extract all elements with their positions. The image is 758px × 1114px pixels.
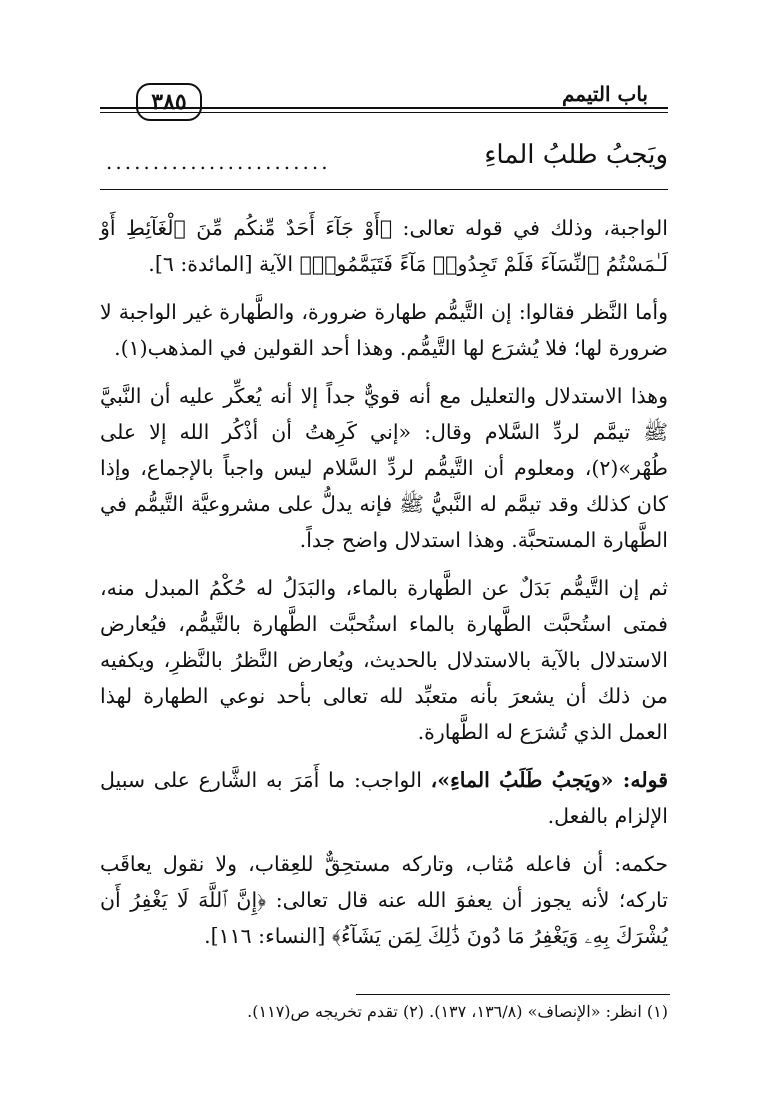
chapter-title: باب التيمم <box>561 82 648 106</box>
header-rule-thin <box>100 112 668 113</box>
quote-lead: قوله: «ويَجبُ طَلَبُ الماءِ»، <box>430 768 669 792</box>
paragraph-4: ثم إن التَّيمُّم بَدَلٌ عن الطَّهارة بالماء، والبَدَلُ له حُكْمُ المبدل منه، فمتى استُحبَّت الطَّهارة بالماء استُحبَّت الطَّهارة بالتَّيمُّم، فيُعارض الاستدلال بالآية بالاستدلال بالحديث، ويُعارض النَّظرُ بالنَّظرِ، ويكفيه من ذلك أن يشعرَ بأنه متعبِّد لله تعالى بأحد نوعي الطهارة لهذا العمل الذي تُشرَع له الطَّهارة. <box>100 576 668 744</box>
paragraph-3: وهذا الاستدلال والتعليل مع أنه قويٌّ جداً إلا أنه يُعكِّر عليه أن النَّبيَّ ﷺ تيمَّم لردِّ السَّلام وقال: «إني كَرِهتُ أن أذْكُر الله إلا على طُهْر»(٢)، ومعلوم أن التَّيمُّم لردِّ السَّلام ليس واجباً بالإجماع، وإذا كان كذلك وقد تيمَّم له النَّبيُّ ﷺ فإنه يدلُّ على مشروعيَّة التَّيمُّم في الطَّهارة المستحبَّة. وهذا استدلال واضح جداً. <box>100 384 668 552</box>
quote-rest: الواجب: ما أَمَرَ به الشَّارع على سبيل الإلزام بالفعل. <box>100 768 668 828</box>
paragraph-5: حكمه: أن فاعله مُثاب، وتاركه مستحِقٌّ للعِقاب، ولا نقول يعاقَب تاركه؛ لأنه يجوز أن يعفوَ الله عنه قال تعالى: ﴿إِنَّ ٱللَّهَ لَا يَغْفِرُ أَن يُشْرَكَ بِهِۦ وَيَغْفِرُ مَا دُونَ ذَٰلِكَ لِمَن يَشَآءُ﴾ [النساء: ١١٦]. <box>100 852 668 948</box>
heading-rule <box>100 189 668 190</box>
paragraph-1: الواجبة، وذلك في قوله تعالى: ﴿أَوْ جَآءَ أَحَدٌ مِّنكُم مِّنَ ٱلْغَآئِطِ أَوْ لَـٰمَسْتُمُ ٱلنِّسَآءَ فَلَمْ تَجِدُوا۟ مَآءً فَتَيَمَّمُوا۟﴾ الآية [المائدة: ٦]. <box>100 216 668 276</box>
page-number: ٣٨٥ <box>136 83 202 121</box>
footnotes: (١) انظر: «الإنصاف» (١٣٦/٨، ١٣٧). (٢) تقدم تخريجه ص(١١٧). <box>247 1002 668 1021</box>
paragraph-quote <box>100 762 668 834</box>
body-text <box>100 210 668 966</box>
matn-heading: ويَجبُ طلبُ الماءِ <box>484 140 668 170</box>
heading-dots: ........................ <box>106 150 331 174</box>
footnote-rule <box>356 994 670 995</box>
paragraph-2: وأما النَّظر فقالوا: إن التَّيمُّم طهارة ضرورة، والطَّهارة غير الواجبة لا ضرورة لها؛ فلا يُشرَع لها التَّيمُّم. وهذا أحد القولين في المذهب(١). <box>100 300 668 360</box>
header-rule-thick <box>100 107 668 109</box>
